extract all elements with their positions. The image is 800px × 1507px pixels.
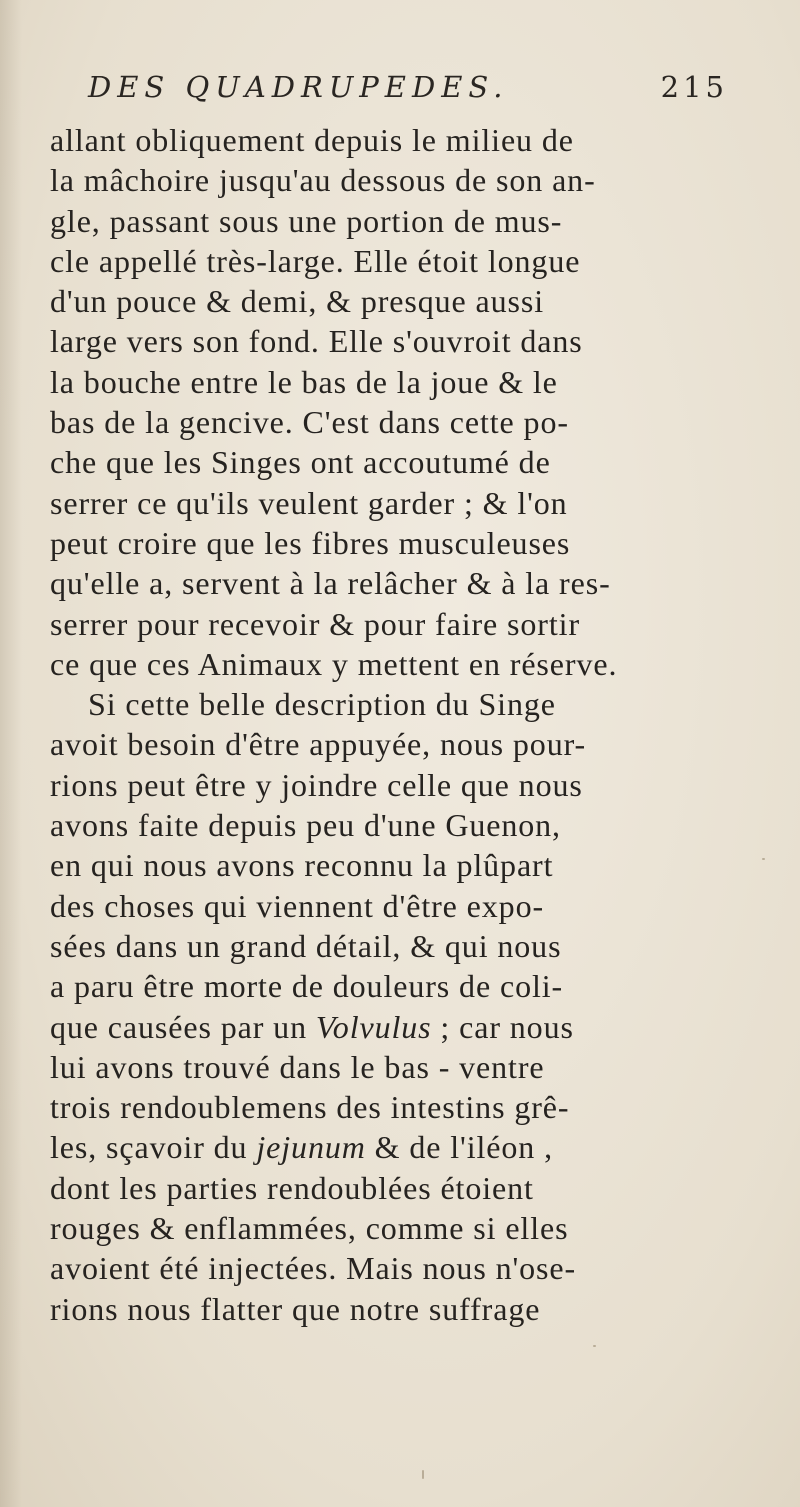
paper-speck — [593, 1345, 596, 1347]
text-line — [50, 1007, 775, 1047]
text-line: lui avons trouvé dans le bas - ventre — [50, 1048, 545, 1085]
text-segment: & de l'iléon , — [365, 1129, 553, 1166]
text-line — [50, 1127, 775, 1167]
text-line: allant obliquement depuis le milieu de — [50, 122, 574, 158]
running-title: DES QUADRUPEDES. — [88, 70, 509, 104]
text-line: d'un pouce & demi, & presque aussi — [50, 283, 545, 320]
text-line: rions nous flatter que notre suffrage — [50, 1290, 541, 1327]
text-line: sées dans un grand détail, & qui nous — [50, 927, 562, 964]
text-line: rouges & enflammées, comme si elles — [50, 1210, 569, 1247]
text-line: serrer ce qu'ils veulent garder ; & l'on — [50, 484, 568, 521]
italic-term: jejunum — [256, 1129, 366, 1166]
text-line: avoient été injectées. Mais nous n'ose- — [50, 1250, 577, 1287]
text-line: dont les parties rendoublées étoient — [50, 1169, 534, 1206]
text-line: avoit besoin d'être appuyée, nous pour- — [50, 726, 587, 763]
text-line: avons faite depuis peu d'une Guenon, — [50, 807, 561, 844]
text-segment: ; car nous — [431, 1008, 574, 1045]
body-text — [50, 120, 775, 1329]
text-line: trois rendoublemens des intestins grê- — [50, 1089, 570, 1126]
text-line: a paru être morte de douleurs de coli- — [50, 968, 564, 1005]
page-number: 215 — [660, 70, 728, 104]
text-line: cle appellé très-large. Elle étoit longue — [50, 242, 581, 279]
text-line: Si cette belle description du Singe — [88, 686, 556, 723]
text-segment: que causées par un — [50, 1008, 316, 1045]
text-line: en qui nous avons reconnu la plûpart — [50, 847, 554, 884]
text-line: serrer pour recevoir & pour faire sortir — [50, 605, 580, 642]
paper-speck — [762, 858, 765, 860]
paper-speck — [422, 1470, 424, 1479]
text-line: che que les Singes ont accoutumé de — [50, 444, 551, 481]
text-line: gle, passant sous une portion de mus- — [50, 202, 563, 239]
italic-term: Volvulus — [315, 1008, 432, 1045]
text-line: la bouche entre le bas de la joue & le — [50, 363, 558, 400]
text-line: bas de la gencive. C'est dans cette po- — [50, 404, 569, 441]
text-line: ce que ces Animaux y mettent en réserve. — [50, 645, 618, 682]
page-fold-shadow — [0, 0, 22, 1507]
text-line: des choses qui viennent d'être expo- — [50, 887, 545, 924]
text-line: rions peut être y joindre celle que nous — [50, 766, 583, 803]
text-line: qu'elle a, servent à la relâcher & à la res- — [50, 565, 611, 602]
text-line: large vers son fond. Elle s'ouvroit dans — [50, 323, 583, 360]
running-head — [88, 70, 728, 110]
text-line: peut croire que les fibres musculeuses — [50, 524, 571, 561]
text-segment: les, sçavoir du — [50, 1129, 257, 1166]
text-line: la mâchoire jusqu'au dessous de son an- — [50, 162, 596, 199]
